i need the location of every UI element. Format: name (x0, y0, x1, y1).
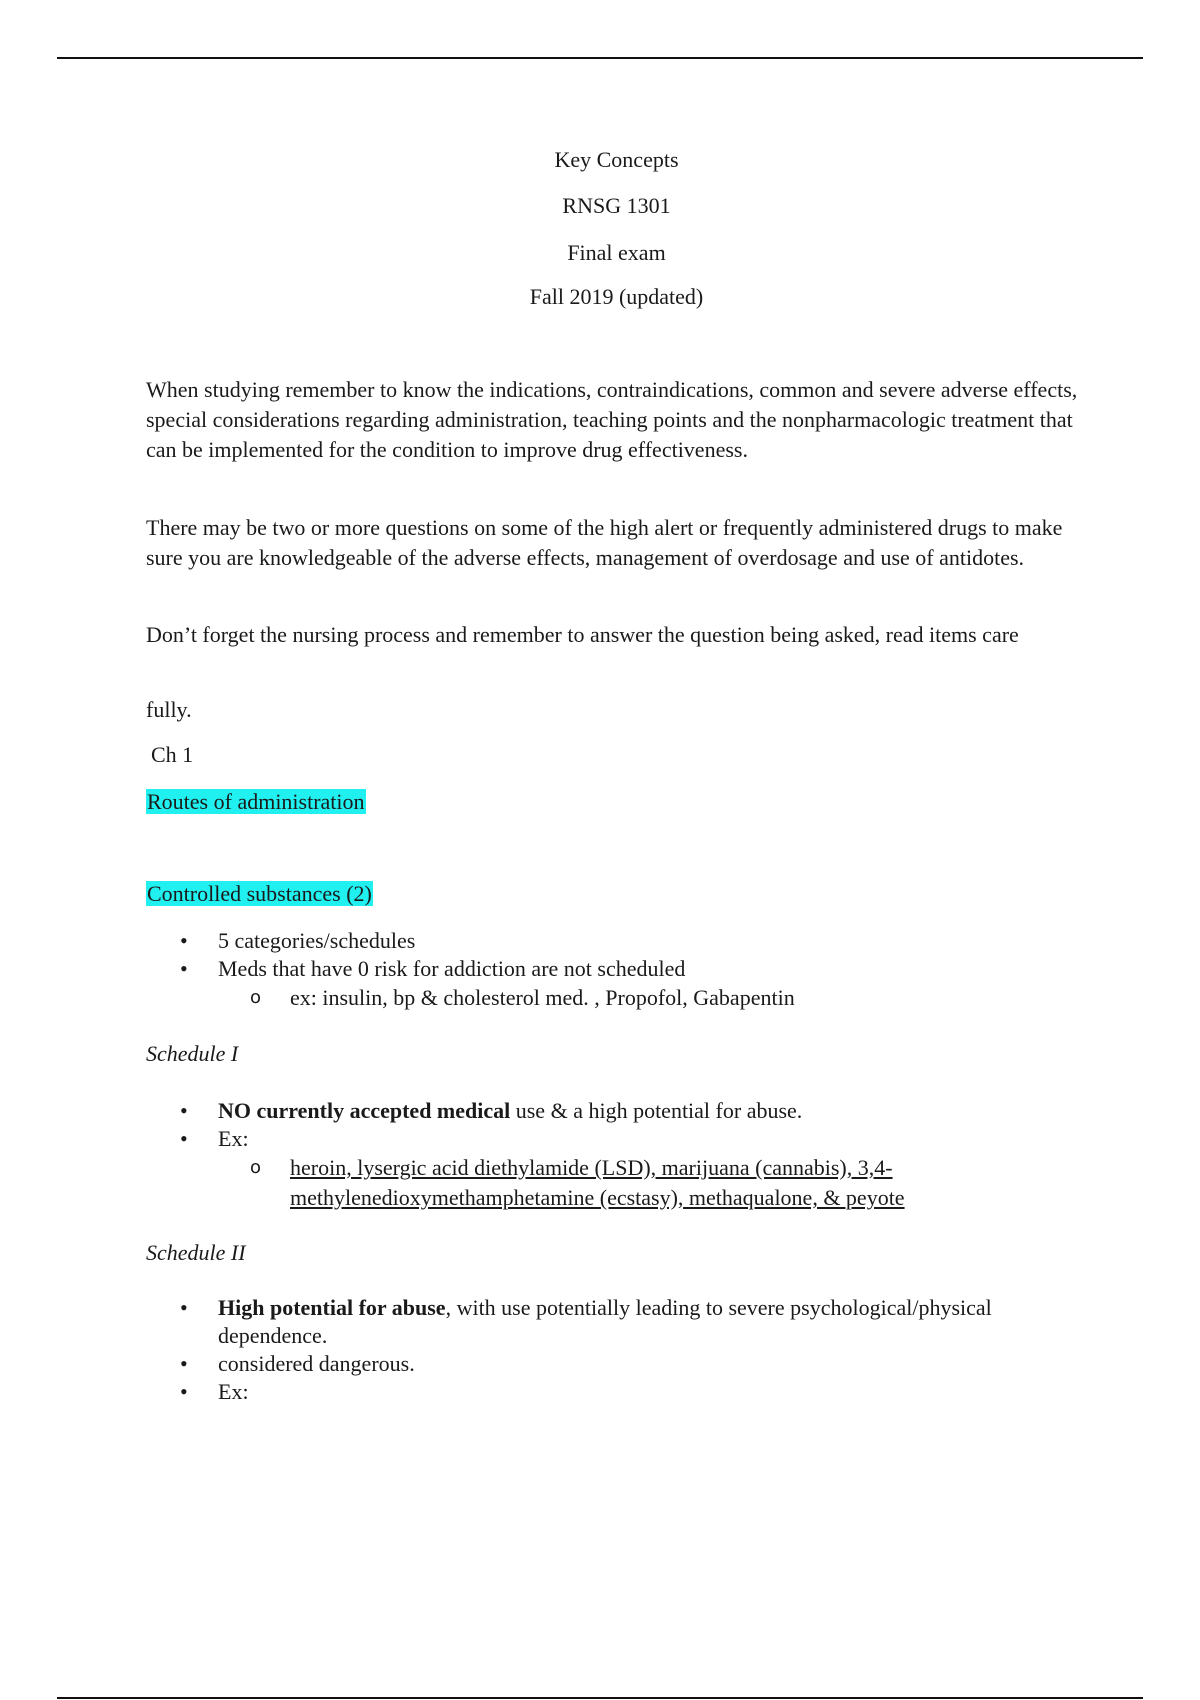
bullet-icon: • (180, 1351, 188, 1376)
sub-list (218, 1153, 1086, 1213)
schedule-1-list (146, 1097, 1086, 1213)
intro-paragraph-3: Don’t forget the nursing process and remember to answer the question being asked, read items care (146, 622, 1019, 647)
list-item (146, 1294, 1086, 1350)
list-item-text: Ex: (218, 1379, 249, 1404)
section-controlled-label: Controlled substances (2) (147, 881, 372, 906)
sub-list-item (218, 1153, 1086, 1213)
list-item (146, 927, 1086, 955)
sub-list-item-text: heroin, lysergic acid diethylamide (LSD), marijuana (cannabis), 3,4-methylenedioxymethamphetamine (ecstasy), methaqualone, & peyote (290, 1155, 905, 1210)
section-controlled (146, 880, 373, 908)
circle-bullet-icon: o (250, 1157, 262, 1178)
exam-name: Final exam (567, 240, 666, 265)
list-item (146, 955, 1086, 1013)
schedule-2-heading: Schedule II (146, 1240, 246, 1265)
bullet-icon: • (180, 1098, 188, 1123)
intro-paragraph-2: There may be two or more questions on some of the high alert or frequently administered drugs to make sure you are knowledgeable of the adverse effects, management of overdosage and use of antidotes. (146, 515, 1063, 570)
list-item-text: 5 categories/schedules (218, 928, 416, 953)
sub-list-item-text: ex: insulin, bp & cholesterol med. , Propofol, Gabapentin (290, 985, 795, 1010)
course-code: RNSG 1301 (562, 193, 671, 218)
bullet-icon: • (180, 1126, 188, 1151)
sub-list (218, 983, 1086, 1013)
term: Fall 2019 (updated) (529, 284, 704, 309)
chapter-label: Ch 1 (151, 742, 194, 767)
schedule-1-heading: Schedule I (146, 1041, 239, 1066)
sub-list-item (218, 983, 1086, 1013)
section-routes-label: Routes of administration (147, 789, 365, 814)
list-item-text: considered dangerous. (218, 1351, 415, 1376)
list-item (146, 1378, 1086, 1406)
intro-paragraph-4: fully. (146, 697, 192, 722)
bold-text: High potential for abuse (218, 1295, 446, 1320)
list-item (146, 1125, 1086, 1213)
top-rule (57, 57, 1143, 59)
bold-text: NO currently accepted medical (218, 1098, 511, 1123)
list-item-text: Ex: (218, 1126, 249, 1151)
bullet-icon: • (180, 928, 188, 953)
list-item-text: Meds that have 0 risk for addiction are not scheduled (218, 956, 686, 981)
doc-title: Key Concepts (554, 147, 679, 172)
list-item (146, 1097, 1086, 1125)
controlled-list (146, 927, 1086, 1013)
section-routes (146, 788, 366, 816)
list-item-text: use & a high potential for abuse. (510, 1098, 803, 1123)
list-item (146, 1350, 1086, 1378)
bottom-rule (57, 1697, 1143, 1699)
circle-bullet-icon: o (250, 987, 262, 1008)
bullet-icon: • (180, 956, 188, 981)
schedule-2-list (146, 1294, 1086, 1406)
intro-paragraph-1: When studying remember to know the indications, contraindications, common and severe adverse effects, special considerations regarding administration, teaching points and the nonpharmacologic treatment that can be implemented for the condition to improve drug effectiveness. (146, 377, 1078, 462)
bullet-icon: • (180, 1295, 188, 1320)
list-item-text: , with use potentially leading to severe psychological/physical dependence. (218, 1295, 992, 1348)
bullet-icon: • (180, 1379, 188, 1404)
